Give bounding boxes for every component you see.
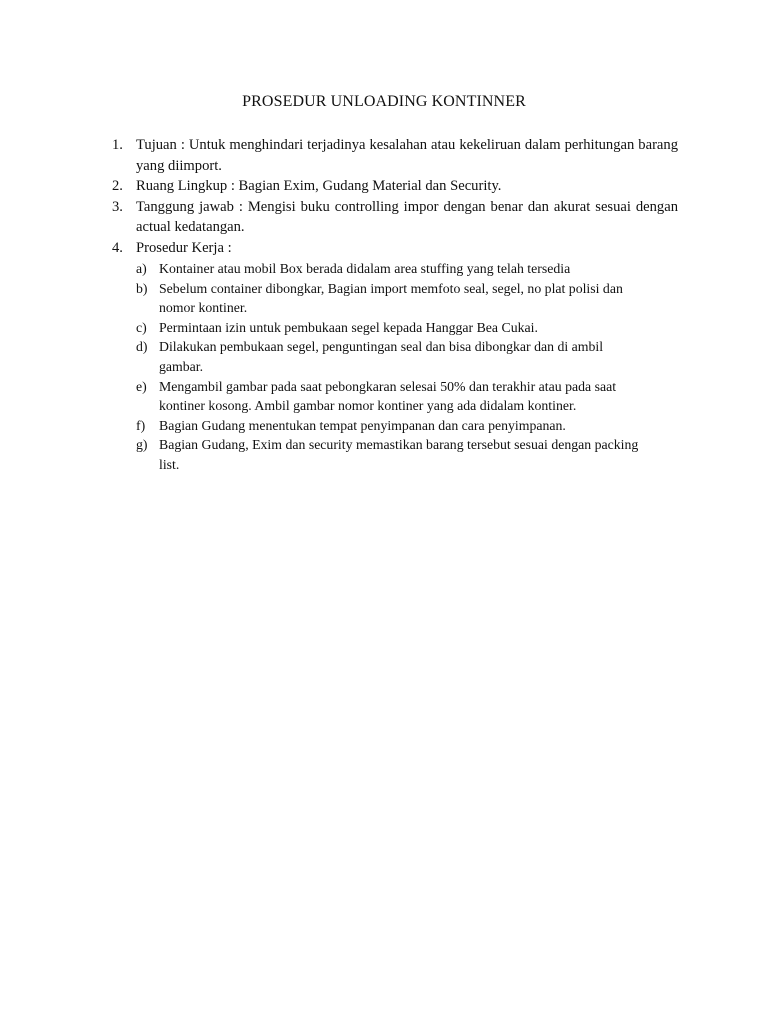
list-item [112, 238, 678, 475]
procedure-list [112, 135, 678, 475]
sub-item-letter: g) [136, 437, 148, 453]
list-item [112, 176, 678, 197]
item-text-scope: Ruang Lingkup : Bagian Exim, Gudang Material dan Security. [136, 178, 502, 194]
sub-item-text: Dilakukan pembukaan segel, penguntingan seal dan bisa dibongkar dan di ambil gambar. [159, 339, 604, 374]
item-text-work-procedure: Prosedur Kerja : [136, 239, 232, 256]
list-item [112, 197, 678, 238]
sub-item-text: Sebelum container dibongkar, Bagian import memfoto seal, segel, no plat polisi dan nomor kontiner. [159, 280, 623, 316]
sub-item-text: Kontainer atau mobil Box berada didalam area stuffing yang telah tersedia [159, 261, 571, 276]
item-number: 2. [112, 178, 123, 194]
sub-list-item [136, 279, 644, 318]
sub-item-text: Permintaan izin untuk pembukaan segel kepada Hanggar Bea Cukai. [159, 319, 538, 335]
document-title: PROSEDUR UNLOADING KONTINNER [242, 93, 526, 110]
sub-item-letter: b) [136, 280, 148, 296]
work-procedure-sublist [136, 259, 644, 475]
sub-item-text: Bagian Gudang, Exim dan security memastikan barang tersebut sesuai dengan packing list. [159, 437, 639, 472]
sub-item-letter: d) [136, 339, 148, 355]
sub-item-letter: e) [136, 378, 147, 394]
item-text-purpose: Tujuan : Untuk menghindari terjadinya kesalahan atau kekeliruan dalam perhitungan barang yang diimport. [136, 137, 678, 174]
sub-item-letter: f) [136, 417, 146, 433]
item-number: 1. [112, 137, 123, 153]
list-item [112, 135, 678, 176]
sub-item-text: Mengambil gambar pada saat pebongkaran selesai 50% dan terakhir atau pada saat kontiner kosong. Ambil gambar nomor kontiner yang ada didalam kontiner. [159, 378, 617, 414]
sub-item-letter: c) [136, 319, 147, 335]
sub-list-item [136, 337, 644, 376]
item-number: 3. [112, 198, 123, 215]
sub-list-item [136, 416, 644, 436]
sub-list-item [136, 259, 644, 279]
sub-list-item [136, 318, 644, 338]
sub-list-item [136, 377, 644, 416]
item-number: 4. [112, 239, 123, 256]
sub-item-text: Bagian Gudang menentukan tempat penyimpanan dan cara penyimpanan. [159, 417, 566, 433]
item-text-responsibility: Tanggung jawab : Mengisi buku controlling impor dengan benar dan akurat sesuai dengan actual kedatangan. [136, 198, 678, 235]
sub-list-item [136, 435, 644, 474]
sub-item-letter: a) [136, 261, 147, 276]
